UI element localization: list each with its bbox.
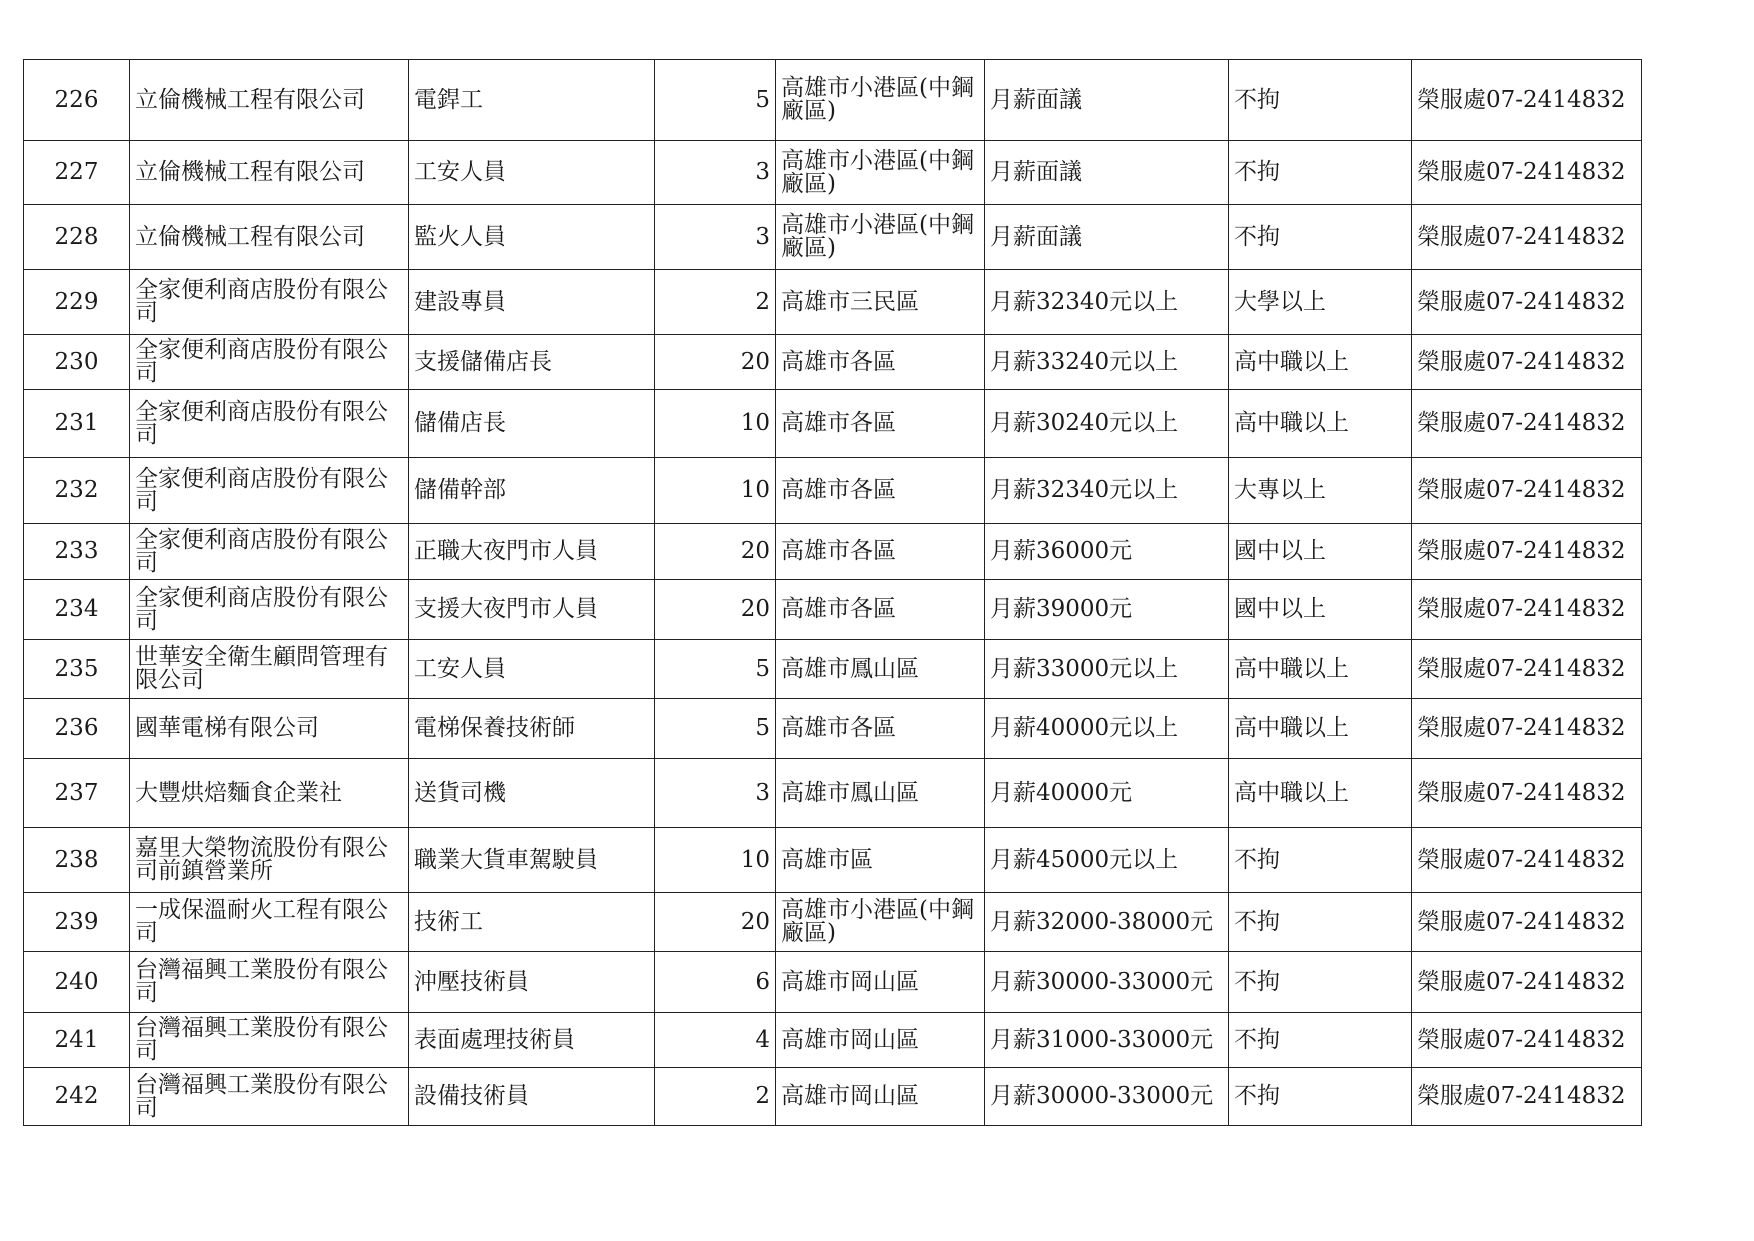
- company-name: 世華安全衛生顧問管理有限公司: [130, 640, 409, 699]
- work-location: 高雄市區: [776, 828, 985, 893]
- education-requirement: 不拘: [1229, 205, 1412, 270]
- headcount: 5: [655, 699, 776, 759]
- contact: 榮服處07-2414832: [1412, 335, 1642, 390]
- salary: 月薪面議: [985, 60, 1229, 141]
- job-title: 監火人員: [409, 205, 655, 270]
- work-location: 高雄市岡山區: [776, 1068, 985, 1126]
- company-name: 台灣福興工業股份有限公司: [130, 1068, 409, 1126]
- salary: 月薪30000-33000元: [985, 952, 1229, 1013]
- job-listing-table: [23, 59, 1642, 1126]
- job-title: 儲備幹部: [409, 458, 655, 524]
- education-requirement: 高中職以上: [1229, 699, 1412, 759]
- job-title: 表面處理技術員: [409, 1013, 655, 1068]
- work-location: 高雄市各區: [776, 699, 985, 759]
- row-number: 234: [24, 580, 130, 640]
- company-name: 立倫機械工程有限公司: [130, 60, 409, 141]
- table-row: [24, 893, 1642, 952]
- row-number: 240: [24, 952, 130, 1013]
- contact: 榮服處07-2414832: [1412, 893, 1642, 952]
- work-location: 高雄市岡山區: [776, 1013, 985, 1068]
- salary: 月薪32340元以上: [985, 458, 1229, 524]
- work-location: 高雄市各區: [776, 580, 985, 640]
- job-title: 沖壓技術員: [409, 952, 655, 1013]
- row-number: 231: [24, 390, 130, 458]
- headcount: 10: [655, 828, 776, 893]
- contact: 榮服處07-2414832: [1412, 60, 1642, 141]
- job-title: 電銲工: [409, 60, 655, 141]
- salary: 月薪面議: [985, 141, 1229, 205]
- table-row: [24, 952, 1642, 1013]
- row-number: 236: [24, 699, 130, 759]
- job-title: 建設專員: [409, 270, 655, 335]
- education-requirement: 不拘: [1229, 1068, 1412, 1126]
- company-name: 全家便利商店股份有限公司: [130, 458, 409, 524]
- salary: 月薪39000元: [985, 580, 1229, 640]
- education-requirement: 不拘: [1229, 952, 1412, 1013]
- job-title: 技術工: [409, 893, 655, 952]
- row-number: 239: [24, 893, 130, 952]
- headcount: 10: [655, 458, 776, 524]
- headcount: 20: [655, 893, 776, 952]
- company-name: 全家便利商店股份有限公司: [130, 270, 409, 335]
- row-number: 230: [24, 335, 130, 390]
- salary: 月薪32000-38000元: [985, 893, 1229, 952]
- company-name: 立倫機械工程有限公司: [130, 205, 409, 270]
- table-row: [24, 640, 1642, 699]
- row-number: 237: [24, 759, 130, 828]
- table-row: [24, 141, 1642, 205]
- education-requirement: 高中職以上: [1229, 390, 1412, 458]
- education-requirement: 不拘: [1229, 60, 1412, 141]
- headcount: 5: [655, 640, 776, 699]
- salary: 月薪31000-33000元: [985, 1013, 1229, 1068]
- education-requirement: 大學以上: [1229, 270, 1412, 335]
- headcount: 2: [655, 270, 776, 335]
- education-requirement: 不拘: [1229, 828, 1412, 893]
- salary: 月薪32340元以上: [985, 270, 1229, 335]
- table-row: [24, 524, 1642, 580]
- contact: 榮服處07-2414832: [1412, 699, 1642, 759]
- contact: 榮服處07-2414832: [1412, 390, 1642, 458]
- row-number: 229: [24, 270, 130, 335]
- headcount: 3: [655, 205, 776, 270]
- company-name: 一成保溫耐火工程有限公司: [130, 893, 409, 952]
- contact: 榮服處07-2414832: [1412, 205, 1642, 270]
- table-row: [24, 828, 1642, 893]
- work-location: 高雄市各區: [776, 458, 985, 524]
- education-requirement: 大專以上: [1229, 458, 1412, 524]
- table-row: [24, 458, 1642, 524]
- table-row: [24, 759, 1642, 828]
- headcount: 20: [655, 524, 776, 580]
- work-location: 高雄市岡山區: [776, 952, 985, 1013]
- company-name: 全家便利商店股份有限公司: [130, 335, 409, 390]
- headcount: 6: [655, 952, 776, 1013]
- salary: 月薪45000元以上: [985, 828, 1229, 893]
- salary: 月薪36000元: [985, 524, 1229, 580]
- education-requirement: 高中職以上: [1229, 759, 1412, 828]
- salary: 月薪33240元以上: [985, 335, 1229, 390]
- table-row: [24, 270, 1642, 335]
- job-title: 工安人員: [409, 640, 655, 699]
- table-row: [24, 1013, 1642, 1068]
- work-location: 高雄市小港區(中鋼廠區): [776, 893, 985, 952]
- job-title: 支援儲備店長: [409, 335, 655, 390]
- contact: 榮服處07-2414832: [1412, 952, 1642, 1013]
- row-number: 242: [24, 1068, 130, 1126]
- headcount: 3: [655, 759, 776, 828]
- education-requirement: 不拘: [1229, 893, 1412, 952]
- salary: 月薪30000-33000元: [985, 1068, 1229, 1126]
- salary: 月薪40000元: [985, 759, 1229, 828]
- headcount: 4: [655, 1013, 776, 1068]
- education-requirement: 不拘: [1229, 1013, 1412, 1068]
- job-title: 儲備店長: [409, 390, 655, 458]
- work-location: 高雄市鳳山區: [776, 640, 985, 699]
- job-title: 正職大夜門市人員: [409, 524, 655, 580]
- salary: 月薪面議: [985, 205, 1229, 270]
- company-name: 全家便利商店股份有限公司: [130, 524, 409, 580]
- work-location: 高雄市各區: [776, 335, 985, 390]
- education-requirement: 不拘: [1229, 141, 1412, 205]
- work-location: 高雄市小港區(中鋼廠區): [776, 205, 985, 270]
- table-row: [24, 60, 1642, 141]
- headcount: 10: [655, 390, 776, 458]
- table-row: [24, 1068, 1642, 1126]
- contact: 榮服處07-2414832: [1412, 828, 1642, 893]
- table-row: [24, 580, 1642, 640]
- company-name: 全家便利商店股份有限公司: [130, 580, 409, 640]
- contact: 榮服處07-2414832: [1412, 524, 1642, 580]
- contact: 榮服處07-2414832: [1412, 270, 1642, 335]
- salary: 月薪30240元以上: [985, 390, 1229, 458]
- table-row: [24, 699, 1642, 759]
- company-name: 嘉里大榮物流股份有限公司前鎮營業所: [130, 828, 409, 893]
- row-number: 235: [24, 640, 130, 699]
- job-title: 職業大貨車駕駛員: [409, 828, 655, 893]
- row-number: 238: [24, 828, 130, 893]
- job-title: 設備技術員: [409, 1068, 655, 1126]
- row-number: 233: [24, 524, 130, 580]
- work-location: 高雄市小港區(中鋼廠區): [776, 141, 985, 205]
- table-row: [24, 205, 1642, 270]
- job-title: 工安人員: [409, 141, 655, 205]
- company-name: 國華電梯有限公司: [130, 699, 409, 759]
- headcount: 3: [655, 141, 776, 205]
- company-name: 台灣福興工業股份有限公司: [130, 952, 409, 1013]
- work-location: 高雄市三民區: [776, 270, 985, 335]
- headcount: 20: [655, 580, 776, 640]
- headcount: 2: [655, 1068, 776, 1126]
- company-name: 立倫機械工程有限公司: [130, 141, 409, 205]
- headcount: 5: [655, 60, 776, 141]
- work-location: 高雄市小港區(中鋼廠區): [776, 60, 985, 141]
- headcount: 20: [655, 335, 776, 390]
- education-requirement: 高中職以上: [1229, 640, 1412, 699]
- education-requirement: 國中以上: [1229, 580, 1412, 640]
- contact: 榮服處07-2414832: [1412, 759, 1642, 828]
- job-title: 送貨司機: [409, 759, 655, 828]
- education-requirement: 高中職以上: [1229, 335, 1412, 390]
- table-row: [24, 335, 1642, 390]
- row-number: 228: [24, 205, 130, 270]
- salary: 月薪33000元以上: [985, 640, 1229, 699]
- job-title: 電梯保養技術師: [409, 699, 655, 759]
- contact: 榮服處07-2414832: [1412, 141, 1642, 205]
- work-location: 高雄市各區: [776, 390, 985, 458]
- table-body: [24, 60, 1642, 1126]
- contact: 榮服處07-2414832: [1412, 1013, 1642, 1068]
- contact: 榮服處07-2414832: [1412, 580, 1642, 640]
- salary: 月薪40000元以上: [985, 699, 1229, 759]
- row-number: 226: [24, 60, 130, 141]
- contact: 榮服處07-2414832: [1412, 640, 1642, 699]
- row-number: 227: [24, 141, 130, 205]
- work-location: 高雄市鳳山區: [776, 759, 985, 828]
- job-title: 支援大夜門市人員: [409, 580, 655, 640]
- row-number: 232: [24, 458, 130, 524]
- work-location: 高雄市各區: [776, 524, 985, 580]
- contact: 榮服處07-2414832: [1412, 458, 1642, 524]
- education-requirement: 國中以上: [1229, 524, 1412, 580]
- row-number: 241: [24, 1013, 130, 1068]
- company-name: 台灣福興工業股份有限公司: [130, 1013, 409, 1068]
- company-name: 大豐烘焙麵食企業社: [130, 759, 409, 828]
- table-row: [24, 390, 1642, 458]
- company-name: 全家便利商店股份有限公司: [130, 390, 409, 458]
- contact: 榮服處07-2414832: [1412, 1068, 1642, 1126]
